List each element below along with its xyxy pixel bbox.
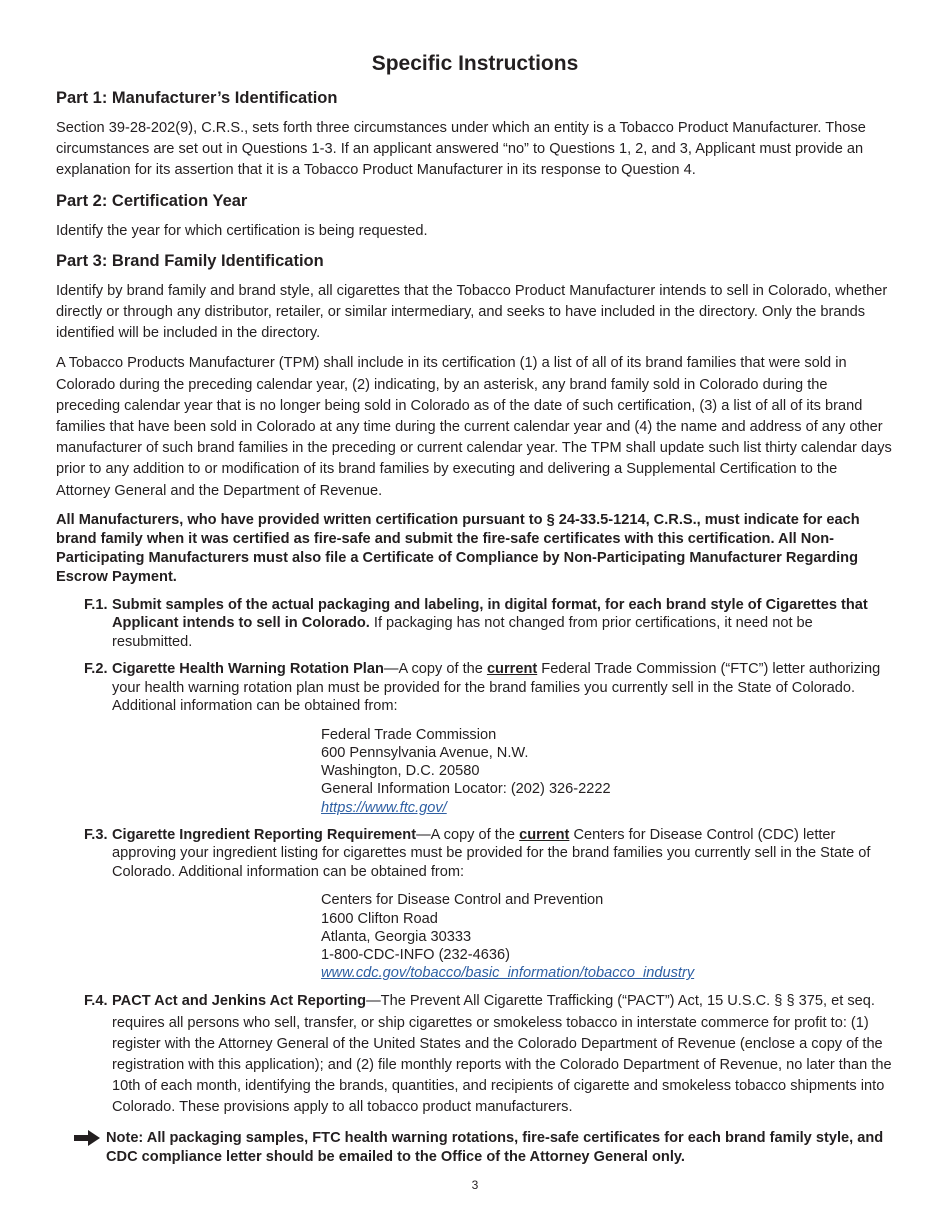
part3-body-2: A Tobacco Products Manufacturer (TPM) shall include in its certification (1) a list of all of its brand families that were sold in Colorado during the preceding calendar year, (2) indicating, by an asterisk, any brand family sold in Colorado during the preceding calendar year that is no longer being sold in Colorado as of the date of such certification, (3) a list of all of its brand families that have been sold in Colorado at any time during the current calendar year and (4) the name and address of any other manufacturer of such brand families in the preceding or current calendar year. The TPM shall update such list thirty calendar days prior to any addition to or modification of its brand families by executing and delivering a Supplemental Certification to the Attorney General and the Department of Revenue. [56,355,892,499]
fire-safe-notice: All Manufacturers, who have provided written certification pursuant to § 24-33.5-1214, C.R.S., must indicate for each brand family when it was certified as fire-safe and submit the fire-safe certificates with this certification. All Non-Participating Manufacturers must also file a Certificate of Compliance by Non-Participating Manufacturer Regarding Escrow Payment. [56,511,860,585]
item-f4-text: —The Prevent All Cigarette Trafficking (“PACT”) Act, 15 U.S.C. § § 375, et seq. requires all persons who sell, transfer, or ship cigarettes or smokeless tobacco in interstate commerce for profit to: (1) register with the Attorney General of the United States and the Colorado Department of Revenue (enclose a copy of the registration with this application); and (2) file monthly reports with the Colorado Department of Revenue, no later than the 10th of each month, identifying the brands, quantities, and recipients of cigarette and smokeless tobacco shipments into Colorado. These provisions apply to all tobacco product manufacturers. [112,993,892,1116]
part3-heading: Part 3: Brand Family Identification [56,251,324,270]
email-note [56,1129,894,1167]
item-f4 [56,991,894,1118]
ftc-address [321,726,894,817]
item-f2 [56,660,894,817]
item-f3-text: Centers for Disease Control (CDC) letter approving your ingredient listing for cigarettes must be provided for the brand families you currently sell in the State of Colorado. Additional information can be obtained from: [112,826,871,880]
part3-body-1: Identify by brand family and brand style, all cigarettes that the Tobacco Product Manufacturer intends to sell in Colorado, whether directly or through any distributor, retailer, or similar intermediary, and seeks to have included in the directory. Only the brands identified will be included in the directory. [56,282,888,342]
item-f1-text: If packaging has not changed from prior certifications, it need not be resubmitted. [112,615,813,650]
part1-body: Section 39-28-202(9), C.R.S., sets forth three circumstances under which an entity is a Tobacco Product Manufacturer. Those circumstances are set out in Questions 1-3. If an applicant answered “no” to Questions 1, 2, and 3, Applicant must provide an explanation for its assertion that it is a Tobacco Product Manufacturer in its response to Question 4. [56,120,866,179]
note-text: Note: All packaging samples, FTC health warning rotations, fire-safe certificates for each brand family style, and CDC compliance letter should be emailed to the Office of the Attorney General only. [106,1129,884,1165]
item-f3-bold: Cigarette Ingredient Reporting Requirement [112,826,417,843]
address-line: Federal Trade Commission [321,726,497,743]
page-number: 3 [471,1178,479,1192]
item-f1-number: F.1. [84,596,108,613]
part1-heading: Part 1: Manufacturer’s Identification [56,89,338,107]
address-line: 1-800-CDC-INFO (232-4636) [321,946,510,963]
item-f2-bold: Cigarette Health Warning Rotation Plan [112,661,384,678]
address-line: Atlanta, Georgia 30333 [321,928,472,945]
arrow-right-icon [74,1130,100,1146]
address-line: 600 Pennsylvania Avenue, N.W. [321,745,529,762]
item-f1 [56,596,894,652]
item-f1-bold: Submit samples of the actual packaging and labeling, in digital format, for each brand style of Cigarettes that Applicant intends to sell in Colorado. [112,596,868,632]
document-page [56,50,894,1167]
part2-body: Identify the year for which certification is being requested. [56,222,428,239]
address-line: 1600 Clifton Road [321,910,438,927]
address-line: Washington, D.C. 20580 [321,763,480,780]
item-f3-underline: current [519,826,570,843]
item-f4-bold: PACT Act and Jenkins Act Reporting [112,993,367,1010]
ftc-link[interactable]: https://www.ftc.gov/ [321,799,447,816]
item-f3 [56,826,894,983]
part2-heading: Part 2: Certification Year [56,191,248,210]
address-line: General Information Locator: (202) 326-2222 [321,781,611,798]
item-f3-number: F.3. [84,826,108,843]
item-f3-pre: —A copy of the [416,826,520,843]
item-f2-text: Federal Trade Commission (“FTC”) letter authorizing your health warning rotation plan must be provided for the brand families you currently sell in the State of Colorado. Additional information can be obtained from: [112,661,881,715]
item-f2-pre: —A copy of the [383,661,487,678]
item-f2-underline: current [486,661,538,678]
cdc-link[interactable]: www.cdc.gov/tobacco/basic_information/tobacco_industry [321,965,695,982]
address-line: Centers for Disease Control and Prevention [321,892,604,909]
item-f4-number: F.4. [84,993,108,1010]
page-title: Specific Instructions [371,52,579,75]
cdc-address [321,891,894,982]
item-f2-number: F.2. [84,661,108,678]
